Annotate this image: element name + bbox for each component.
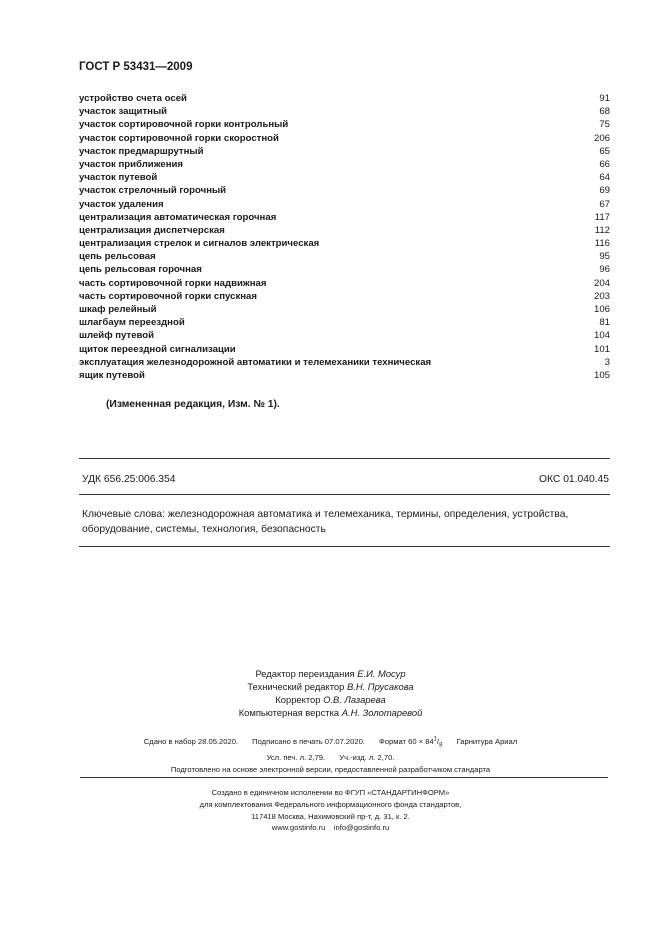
- index-term: участок путевой: [79, 172, 158, 184]
- index-entry: [79, 118, 610, 131]
- index-term: шлагбаум переездной: [79, 317, 185, 329]
- index-term: шкаф релейный: [79, 304, 157, 315]
- udk-code: УДК 656.25:006.354: [82, 474, 176, 485]
- index-page-number: 67: [599, 198, 610, 210]
- index-page-number: 81: [599, 317, 610, 329]
- index-entry: [79, 92, 610, 105]
- index-entry: [79, 329, 610, 342]
- index-entry: [79, 184, 610, 197]
- index-page-number: 117: [594, 211, 610, 223]
- publication-line-1: Сдано в набор 28.05.2020. Подписано в печать 07.07.2020. Формат $60 \times 84^1/_8$ Гарнитура Ариал: [143, 736, 518, 749]
- index-page-number: 106: [593, 304, 610, 315]
- index-page-number: 101: [593, 343, 610, 355]
- index-page-number: 3: [604, 356, 610, 368]
- footer-line-3: 117418 Москва, Нахимовский пр-т, д. 31, к. 2.: [251, 811, 410, 821]
- index-term: ящик путевой: [79, 369, 145, 381]
- index-entry: [79, 263, 610, 276]
- publication-line-2: Усл. печ. л. 2,79. Уч.-изд. л. 2,70.: [266, 752, 395, 762]
- index-term: устройство счета осей: [79, 93, 187, 104]
- credit-proofreader: Корректор О.В. Лазарева: [275, 694, 386, 705]
- index-term: щиток переездной сигнализации: [79, 343, 236, 355]
- index-term: участок сортировочной горки скоростной: [79, 132, 279, 144]
- index-term: централизация автоматическая горочная: [79, 211, 277, 223]
- index-page-number: 66: [599, 158, 610, 170]
- alphabetical-index: [79, 92, 610, 382]
- index-term: эксплуатация железнодорожной автоматики и телемеханики техническая: [79, 356, 432, 368]
- index-term: цепь рельсовая горочная: [79, 264, 202, 276]
- index-page-number: 116: [594, 238, 610, 250]
- divider-footer: [80, 777, 608, 778]
- index-entry: [79, 356, 610, 369]
- index-page-number: 95: [599, 251, 610, 263]
- index-entry: [79, 132, 610, 145]
- index-term: централизация диспетчерская: [79, 224, 225, 236]
- index-term: цепь рельсовая: [79, 251, 156, 263]
- index-page-number: 112: [594, 224, 610, 236]
- index-entry: [79, 277, 610, 290]
- document-header: ГОСТ Р 53431—2009: [79, 61, 193, 73]
- email-link[interactable]: info@gostinfo.ru: [333, 823, 390, 833]
- index-entry: [79, 343, 610, 356]
- keywords: Ключевые слова: железнодорожная автоматика и телемеханика, термины, определения, устройства, оборудование, системы, технология, безопасность: [82, 509, 569, 535]
- index-term: участок защитный: [79, 106, 168, 118]
- index-page-number: 91: [599, 93, 610, 104]
- index-entry: [79, 211, 610, 224]
- credit-editor: Редактор переиздания Е.И. Мосур: [255, 668, 406, 679]
- footer-info: [0, 787, 661, 834]
- divider-top: [79, 458, 610, 459]
- index-entry: [79, 303, 610, 316]
- website-link[interactable]: www.gostinfo.ru: [271, 823, 326, 833]
- index-term: шлейф путевой: [79, 330, 155, 342]
- footer-contacts: [0, 822, 661, 834]
- oks-code: ОКС 01.040.45: [539, 474, 609, 485]
- index-entry: [79, 158, 610, 171]
- index-entry: [79, 290, 610, 303]
- index-page-number: 96: [599, 264, 610, 276]
- index-entry: [79, 369, 610, 382]
- index-page-number: 204: [593, 277, 610, 289]
- index-term: участок предмаршрутный: [79, 145, 204, 157]
- index-entry: [79, 224, 610, 237]
- index-entry: [79, 105, 610, 118]
- index-page-number: 105: [593, 369, 610, 381]
- index-term: централизация стрелок и сигналов электрическая: [79, 238, 320, 250]
- divider-bottom: [79, 546, 610, 547]
- index-term: участок сортировочной горки контрольный: [79, 119, 289, 131]
- credit-tech-editor: Технический редактор В.Н. Прусакова: [247, 681, 414, 692]
- index-entry: [79, 198, 610, 211]
- index-page-number: 206: [593, 132, 610, 144]
- publication-info: [0, 733, 661, 777]
- index-entry: [79, 237, 610, 250]
- publication-prepared: Подготовлено на основе электронной версии, предоставленной разработчиком стандарта: [170, 765, 491, 775]
- amendment-note: (Измененная редакция, Изм. № 1).: [106, 399, 280, 410]
- index-page-number: 65: [599, 145, 610, 157]
- index-term: участок стрелочный горочный: [79, 185, 227, 197]
- index-entry: [79, 171, 610, 184]
- index-page-number: 104: [593, 330, 610, 342]
- index-term: участок приближения: [79, 158, 184, 170]
- index-entry: [79, 250, 610, 263]
- index-page-number: 68: [599, 106, 610, 118]
- divider-middle: [79, 494, 610, 495]
- index-term: часть сортировочной горки надвижная: [79, 277, 267, 289]
- index-page-number: 75: [599, 119, 610, 131]
- credits-block: [0, 667, 661, 719]
- footer-line-1: Создано в единичном исполнении во ФГУП «СТАНДАРТИНФОРМ»: [211, 788, 450, 797]
- index-term: участок удаления: [79, 198, 164, 210]
- index-term: часть сортировочной горки спускная: [79, 290, 257, 302]
- index-page-number: 69: [599, 185, 610, 197]
- footer-line-2: для комплектования Федерального информационного фонда стандартов,: [199, 799, 462, 809]
- index-entry: [79, 145, 610, 158]
- credit-layout: Компьютерная верстка А.Н. Золотаревой: [238, 707, 423, 718]
- index-entry: [79, 316, 610, 329]
- index-page-number: 203: [593, 290, 610, 302]
- index-page-number: 64: [599, 172, 610, 184]
